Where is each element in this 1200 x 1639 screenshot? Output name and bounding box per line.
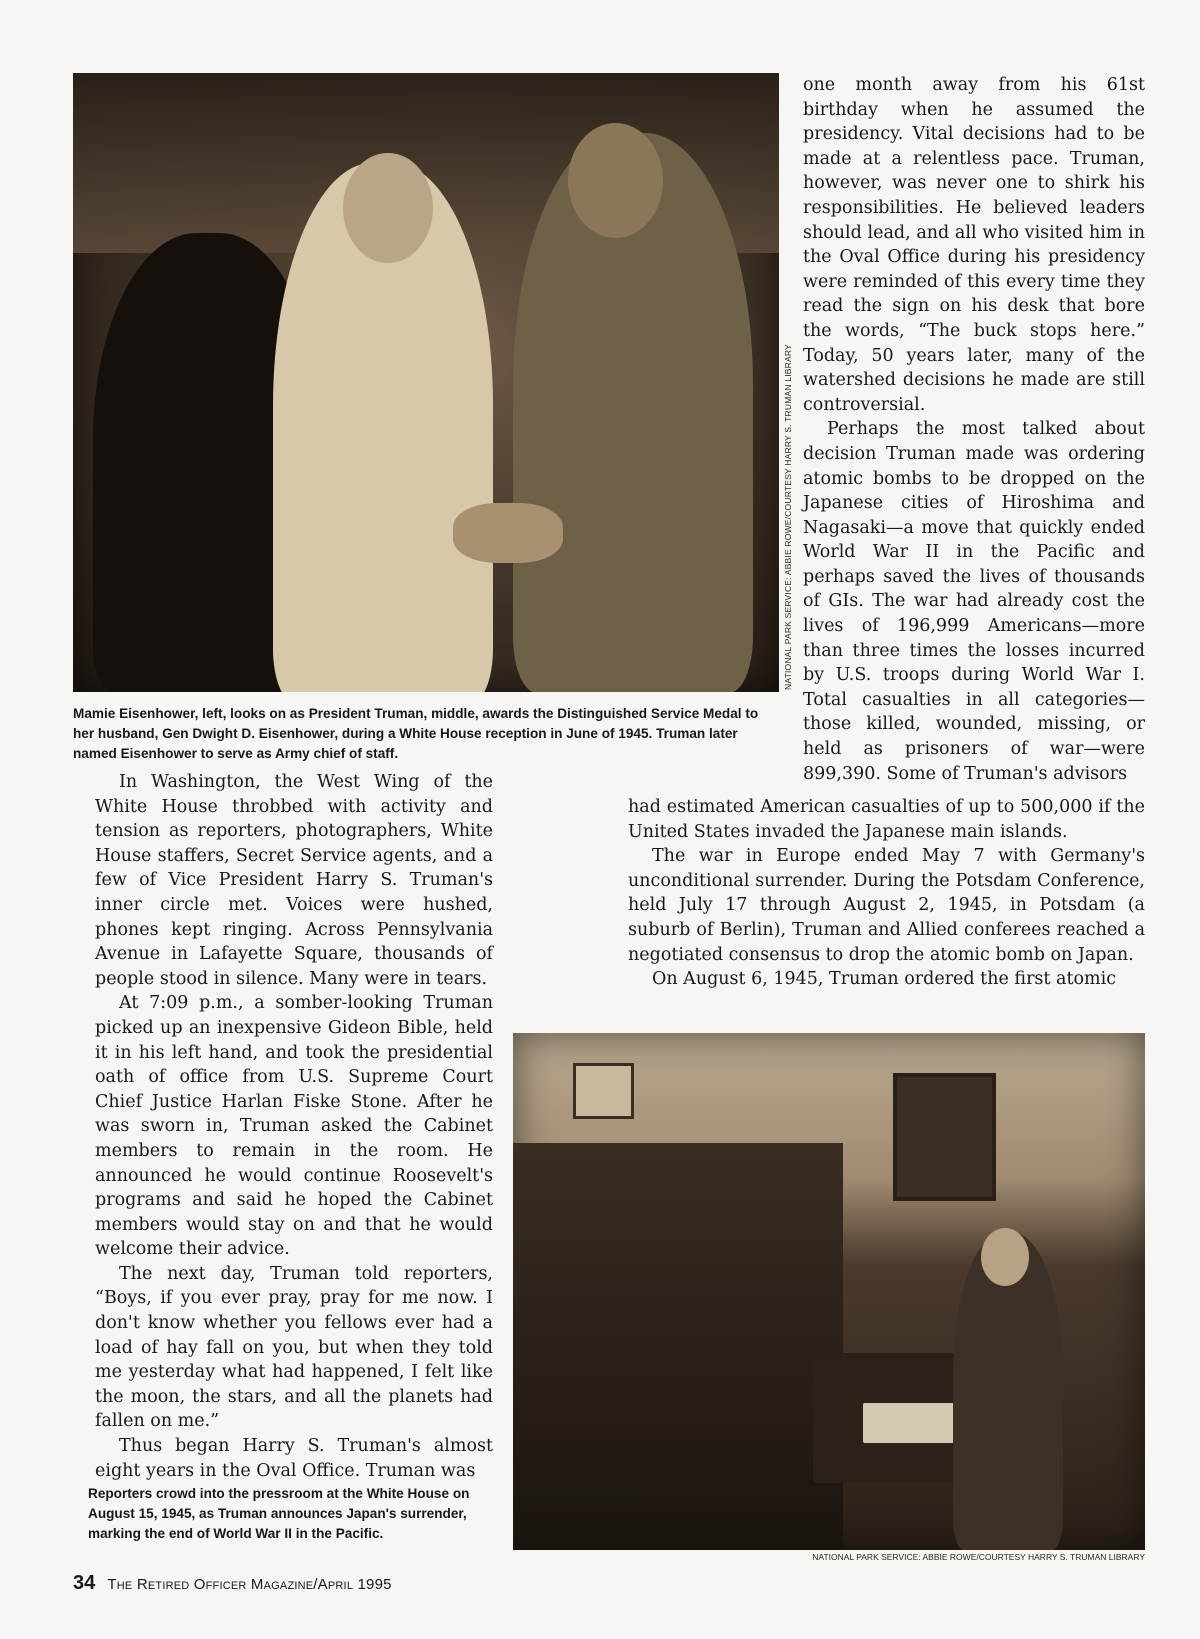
- photo-caption-medal: Mamie Eisenhower, left, looks on as President Truman, middle, awards the Distinguished Service Medal to her husband, Gen Dwight D. Eisenhower, during a White House reception in June of 1945. Truman later named Eisenhower to serve as Army chief of staff.: [73, 706, 759, 761]
- photo-caption-pressroom: Reporters crowd into the pressroom at the White House on August 15, 1945, as Truman announces Japan's surrender, marking the end of World War II in the Pacific.: [88, 1486, 470, 1541]
- photo-medal-ceremony: [73, 73, 779, 692]
- paragraph: On August 6, 1945, Truman ordered the first atomic: [652, 969, 1117, 990]
- paragraph: Perhaps the most talked about decision Truman made was ordering atomic bombs to be dropped on the Japanese cities of Hiroshima and Nagasaki—a move that quickly ended World War II in the Pacific and perhaps saved the lives of thousands of GIs. The war had already cost the lives of 196,999 Americans—more than three times the losses incurred by U.S. troops during World War I. Total casualties in all categories—those killed, wounded, missing, or held as prisoners of war—were 899,390. Some of Truman's advisors: [803, 419, 1145, 784]
- paragraph: At 7:09 p.m., a somber-looking Truman picked up an inexpensive Gideon Bible, held it in his left hand, and took the presidential oath of office from U.S. Supreme Court Chief Justice Harlan Fiske Stone. After he was sworn in, Truman asked the Cabinet members to remain in the room. He announced he would continue Roosevelt's programs and said he hoped the Cabinet members would stay on and that he would welcome their advice.: [95, 993, 493, 1260]
- photo-credit-vertical: NATIONAL PARK SERVICE: ABBIE ROWE/COURTESY HARRY S. TRUMAN LIBRARY: [783, 344, 793, 690]
- page-footer: [73, 1572, 392, 1595]
- paragraph: The next day, Truman told reporters, “Boys, if you ever pray, pray for me now. I don't know whether you fellows ever had a load of hay fall on you, but when they told me yesterday what had happened, I felt like the moon, the stars, and all the planets had fallen on me.”: [95, 1263, 493, 1432]
- publication-title: The Retired Officer Magazine/April 1995: [107, 1576, 392, 1593]
- paragraph: had estimated American casualties of up to 500,000 if the United States invaded the Japanese main islands.: [628, 797, 1145, 842]
- body-column-middle: [628, 795, 1145, 992]
- photo-credit-bottom: NATIONAL PARK SERVICE: ABBIE ROWE/COURTESY HARRY S. TRUMAN LIBRARY: [812, 1552, 1145, 1562]
- paragraph: The war in Europe ended May 7 with Germany's unconditional surrender. During the Potsdam Conference, held July 17 through August 2, 1945, in Potsdam (a suburb of Berlin), Truman and Allied conferees reached a negotiated consensus to drop the atomic bomb on Japan.: [628, 846, 1145, 965]
- body-column-right: [803, 73, 1145, 786]
- paragraph: Thus began Harry S. Truman's almost eight years in the Oval Office. Truman was: [95, 1436, 493, 1481]
- paragraph: one month away from his 61st birthday when he assumed the presidency. Vital decisions had to be made at a relentless pace. Truman, however, was never one to shirk his responsibilities. He believed leaders should lead, and all who visited him in the Oval Office during his presidency were reminded of this every time they read the sign on his desk that bore the words, “The buck stops here.” Today, 50 years later, many of the watershed decisions he made are still controversial.: [803, 75, 1145, 415]
- page-number: 34: [73, 1572, 96, 1594]
- body-column-left: [95, 770, 493, 1483]
- photo-pressroom: [513, 1033, 1145, 1550]
- paragraph: In Washington, the West Wing of the White House throbbed with activity and tension as reporters, photographers, White House staffers, Secret Service agents, and a few of Vice President Harry S. Truman's inner circle met. Voices were hushed, phones kept ringing. Across Pennsylvania Avenue in Lafayette Square, thousands of people stood in silence. Many were in tears.: [95, 772, 493, 989]
